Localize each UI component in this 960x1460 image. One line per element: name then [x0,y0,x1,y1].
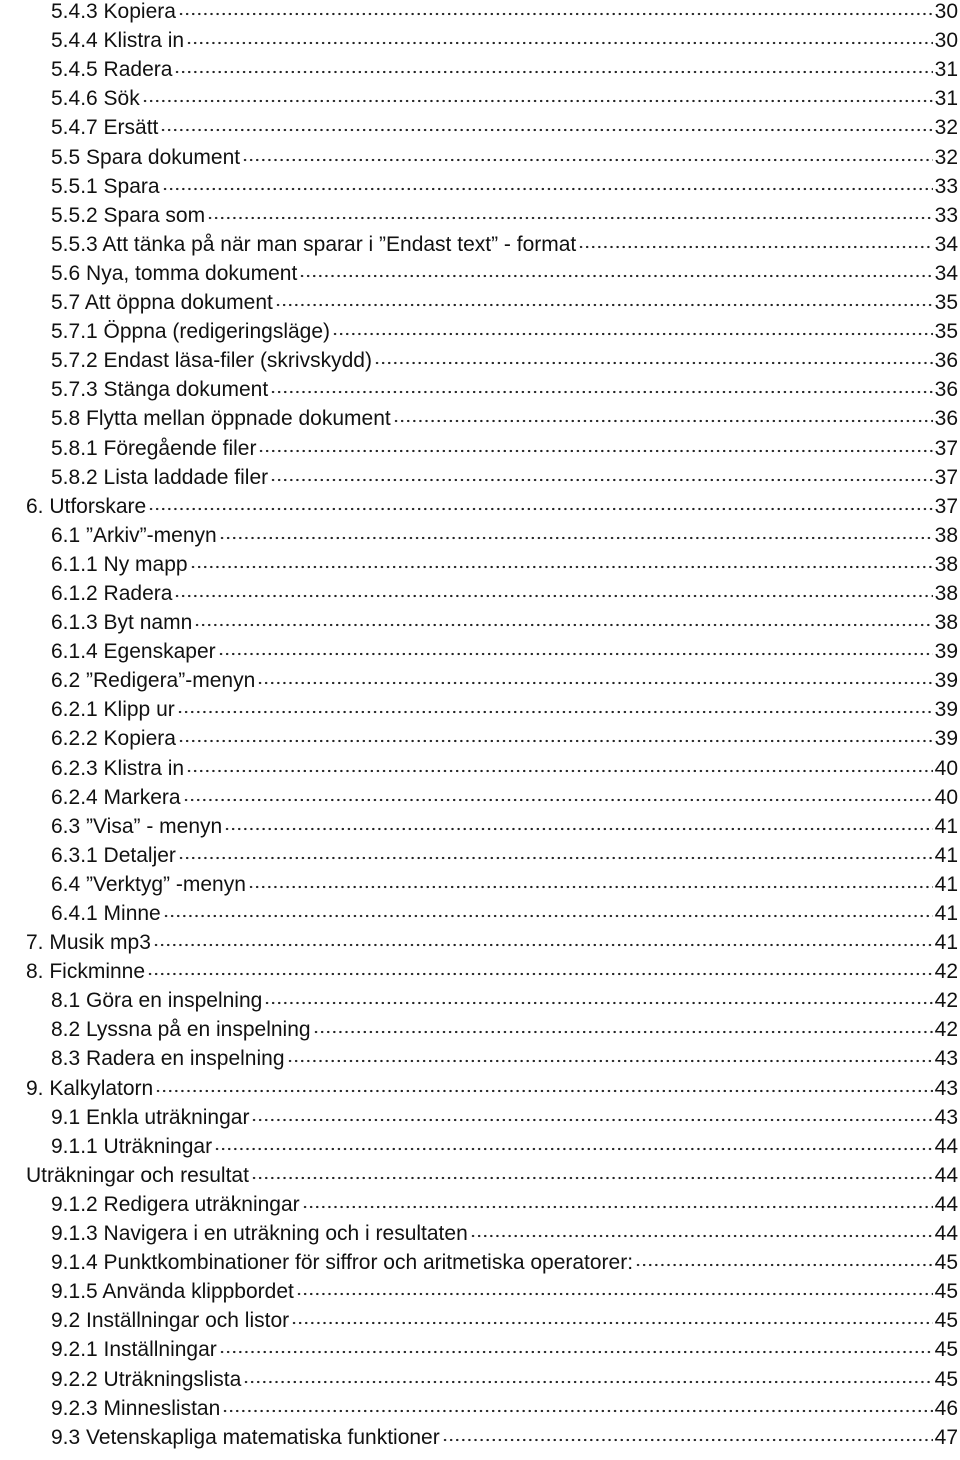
toc-entry[interactable] [0,1071,960,1100]
toc-entry[interactable] [0,1101,960,1130]
dot-leader [183,793,933,807]
toc-entry-title: 9.2 Inställningar och listor [51,1309,290,1333]
toc-entry[interactable] [0,53,960,82]
toc-entry-page-number: 32 [934,116,958,140]
toc-entry-page-number: 43 [934,1047,958,1071]
toc-entry-title: 6. Utforskare [26,494,147,518]
dot-leader [174,65,932,79]
toc-entry-title: 8.3 Radera en inspelning [51,1047,285,1071]
toc-entry-title: 6.4 ”Verktyg” -menyn [51,872,246,896]
toc-entry[interactable] [0,1421,960,1450]
dot-leader [251,1171,933,1185]
dot-leader [275,298,933,312]
toc-entry[interactable] [0,868,960,897]
dot-leader [224,822,932,836]
toc-entry-title: 6.1.1 Ny mapp [51,552,188,576]
toc-entry-title: 5.8 Flytta mellan öppnade dokument [51,407,391,431]
toc-entry[interactable] [0,751,960,780]
toc-entry-page-number: 38 [934,581,958,605]
dot-leader [374,356,933,370]
dot-leader [178,851,933,865]
toc-entry[interactable] [0,431,960,460]
toc-entry[interactable] [0,1130,960,1159]
dot-leader [296,1287,933,1301]
toc-entry-page-number: 38 [934,611,958,635]
toc-entry-page-number: 32 [934,145,958,169]
toc-entry-title: 5.7.2 Endast läsa-filer (skrivskydd) [51,349,372,373]
toc-entry-title: 6.2.1 Klipp ur [51,698,175,722]
dot-leader [248,880,933,894]
toc-entry-title: 9.3 Vetenskapliga matematiska funktioner [51,1425,440,1449]
toc-entry-title: 6.2.2 Kopiera [51,727,176,751]
toc-entry-page-number: 33 [934,174,958,198]
toc-entry-page-number: 39 [934,698,958,722]
dot-leader [147,967,933,981]
toc-entry-page-number: 44 [934,1222,958,1246]
toc-entry-page-number: 38 [934,523,958,547]
dot-leader [186,764,933,778]
dot-leader [442,1433,933,1447]
toc-entry[interactable] [0,228,960,257]
toc-entry-page-number: 40 [934,785,958,809]
toc-entry-title: 6.2.4 Markera [51,785,181,809]
toc-entry-page-number: 43 [934,1105,958,1129]
toc-entry-page-number: 41 [934,814,958,838]
toc-entry-page-number: 42 [934,989,958,1013]
toc-entry-page-number: 41 [934,843,958,867]
toc-entry[interactable] [0,722,960,751]
toc-entry-title: 8.1 Göra en inspelning [51,989,263,1013]
toc-entry[interactable] [0,664,960,693]
toc-entry-title: 9.1.4 Punktkombinationer för siffror och aritmetiska operatorer: [51,1251,634,1275]
dot-leader [178,7,933,21]
toc-entry-page-number: 31 [934,87,958,111]
toc-entry-page-number: 47 [934,1425,958,1449]
dot-leader [153,938,933,952]
dot-leader [214,1142,933,1156]
toc-entry[interactable] [0,344,960,373]
toc-entry-page-number: 45 [934,1309,958,1333]
toc-entry-title: 6.2 ”Redigera”-menyn [51,669,256,693]
toc-entry[interactable] [0,1042,960,1071]
toc-entry[interactable] [0,635,960,664]
dot-leader [251,1113,932,1127]
toc-entry[interactable] [0,548,960,577]
toc-entry-title: 9.2.3 Minneslistan [51,1396,221,1420]
toc-entry-title: 6.2.3 Klistra in [51,756,185,780]
toc-entry[interactable] [0,286,960,315]
toc-entry-page-number: 34 [934,232,958,256]
dot-leader [302,1200,933,1214]
toc-entry-title: 6.3.1 Detaljer [51,843,176,867]
toc-entry[interactable] [0,170,960,199]
dot-leader [264,996,932,1010]
toc-entry-page-number: 45 [934,1251,958,1275]
toc-entry-title: 5.7 Att öppna dokument [51,291,273,315]
dot-leader [243,1375,932,1389]
toc-entry[interactable] [0,140,960,169]
toc-entry[interactable] [0,461,960,490]
toc-entry-title: 6.4.1 Minne [51,902,161,925]
toc-entry[interactable] [0,781,960,810]
toc-entry-page-number: 30 [934,29,958,53]
toc-entry-title: 5.5.1 Spara [51,174,160,198]
toc-entry-title: 6.1.3 Byt namn [51,611,193,635]
toc-entry-page-number: 37 [934,494,958,518]
dot-leader [258,444,932,458]
toc-entry-page-number: 30 [934,0,958,24]
toc-entry-title: 5.8.2 Lista laddade filer [51,465,269,489]
toc-entry[interactable] [0,1333,960,1362]
dot-leader [194,618,932,632]
dot-leader [219,531,933,545]
dot-leader [207,211,933,225]
toc-entry-page-number: 45 [934,1338,958,1362]
toc-entry[interactable] [0,1013,960,1042]
toc-entry-title: 6.1.4 Egenskaper [51,640,216,664]
dot-leader [186,36,933,50]
toc-entry[interactable] [0,1246,960,1275]
dot-leader [142,94,933,108]
dot-leader [242,153,933,167]
toc-entry-title: 5.5 Spara dokument [51,145,241,169]
toc-entry[interactable] [0,315,960,344]
dot-leader [162,182,933,196]
toc-entry[interactable] [0,897,960,926]
toc-entry-page-number: 39 [934,640,958,664]
toc-entry-page-number: 37 [934,465,958,489]
toc-entry[interactable] [0,577,960,606]
toc-entry-page-number: 41 [934,931,958,955]
toc-entry-page-number: 42 [934,960,958,984]
toc-entry[interactable] [0,606,960,635]
toc-entry[interactable] [0,199,960,228]
toc-entry[interactable] [0,257,960,286]
toc-entry-page-number: 31 [934,58,958,82]
dot-leader [155,1084,932,1098]
toc-entry-title: 5.7.3 Stänga dokument [51,378,269,402]
toc-entry-page-number: 44 [934,1134,958,1158]
toc-entry-title: 5.4.4 Klistra in [51,29,185,53]
dot-leader [218,647,933,661]
dot-leader [332,327,933,341]
toc-entry-title: 9.1.5 Använda klippbordet [51,1280,294,1304]
toc-entry-title: 5.4.5 Radera [51,58,173,82]
toc-entry-title: Uträkningar och resultat [26,1163,249,1187]
toc-entry-page-number: 35 [934,291,958,315]
toc-entry[interactable] [0,111,960,140]
toc-entry-title: 7. Musik mp3 [26,931,151,955]
toc-entry-page-number: 43 [934,1076,958,1100]
toc-entry-page-number: 38 [934,552,958,576]
dot-leader [178,734,933,748]
toc-entry[interactable] [0,1159,960,1188]
toc-entry-page-number: 39 [934,727,958,751]
toc-entry-page-number: 41 [934,902,958,925]
toc-entry-page-number: 36 [934,407,958,431]
toc-entry-page-number: 35 [934,320,958,344]
toc-entry-title: 9.1 Enkla uträkningar [51,1105,250,1129]
toc-entry-page-number: 36 [934,378,958,402]
dot-leader [270,385,932,399]
toc-entry[interactable] [0,926,960,955]
toc-entry-title: 5.7.1 Öppna (redigeringsläge) [51,320,331,344]
toc-entry-title: 9.1.3 Navigera i en uträkning och i resultaten [51,1222,468,1246]
toc-entry-title: 6.1.2 Radera [51,581,173,605]
dot-leader [257,676,932,690]
toc-entry-title: 8.2 Lyssna på en inspelning [51,1018,311,1042]
dot-leader [287,1054,933,1068]
dot-leader [470,1229,933,1243]
toc-entry[interactable] [0,955,960,984]
dot-leader [299,269,932,283]
toc-entry[interactable] [0,1217,960,1246]
dot-leader [163,909,933,923]
dot-leader [578,240,932,254]
toc-entry-page-number: 45 [934,1367,958,1391]
toc-entry[interactable] [0,1275,960,1304]
toc-entry-page-number: 42 [934,1018,958,1042]
toc-entry[interactable] [0,0,960,24]
toc-entry-page-number: 33 [934,203,958,227]
dot-leader [177,705,933,719]
toc-entry-title: 9.1.2 Redigera uträkningar [51,1192,300,1216]
toc-entry-title: 9.2.1 Inställningar [51,1338,217,1362]
toc-entry-page-number: 34 [934,261,958,285]
toc-entry-title: 9.1.1 Uträkningar [51,1134,213,1158]
toc-entry-title: 5.4.3 Kopiera [51,0,176,24]
toc-entry[interactable] [0,490,960,519]
dot-leader [190,560,933,574]
toc-entry[interactable] [0,519,960,548]
toc-entry-title: 8. Fickminne [26,960,146,984]
toc-entry[interactable] [0,24,960,53]
dot-leader [313,1025,933,1039]
toc-entry[interactable] [0,373,960,402]
toc-entry[interactable] [0,1362,960,1391]
toc-entry-page-number: 36 [934,349,958,373]
dot-leader [270,473,932,487]
toc-entry[interactable] [0,1188,960,1217]
toc-entry-page-number: 45 [934,1280,958,1304]
dot-leader [160,123,932,137]
toc-entry-title: 5.6 Nya, tomma dokument [51,261,298,285]
dot-leader [635,1258,933,1272]
toc-entry-title: 5.4.7 Ersätt [51,116,159,140]
toc-entry-title: 5.8.1 Föregående filer [51,436,257,460]
toc-entry[interactable] [0,82,960,111]
toc-entry[interactable] [0,810,960,839]
toc-entry-title: 6.3 ”Visa” - menyn [51,814,223,838]
dot-leader [393,414,933,428]
toc-entry-page-number: 39 [934,669,958,693]
toc-entry-title: 5.4.6 Sök [51,87,140,111]
toc-entry-title: 5.5.3 Att tänka på när man sparar i ”Endast text” - format [51,232,577,256]
toc-entry-page-number: 44 [934,1192,958,1216]
toc-entry[interactable] [0,1304,960,1333]
toc-entry[interactable] [0,1392,960,1421]
toc-entry-title: 5.5.2 Spara som [51,203,206,227]
dot-leader [148,502,932,516]
dot-leader [174,589,932,603]
dot-leader [291,1316,933,1330]
toc-entry-page-number: 44 [934,1163,958,1187]
toc-entry-title: 9.2.2 Uträkningslista [51,1367,242,1391]
toc-entry-page-number: 41 [934,872,958,896]
toc-entry[interactable] [0,839,960,868]
toc-entry-title: 9. Kalkylatorn [26,1076,154,1100]
dot-leader [222,1404,932,1418]
toc-entry-page-number: 40 [934,756,958,780]
toc-entry-title: 6.1 ”Arkiv”-menyn [51,523,217,547]
toc-entry[interactable] [0,402,960,431]
dot-leader [219,1345,933,1359]
toc-entry[interactable] [0,984,960,1013]
toc-entry-page-number: 46 [934,1396,958,1420]
toc-entry[interactable] [0,693,960,722]
toc-entry-page-number: 37 [934,436,958,460]
